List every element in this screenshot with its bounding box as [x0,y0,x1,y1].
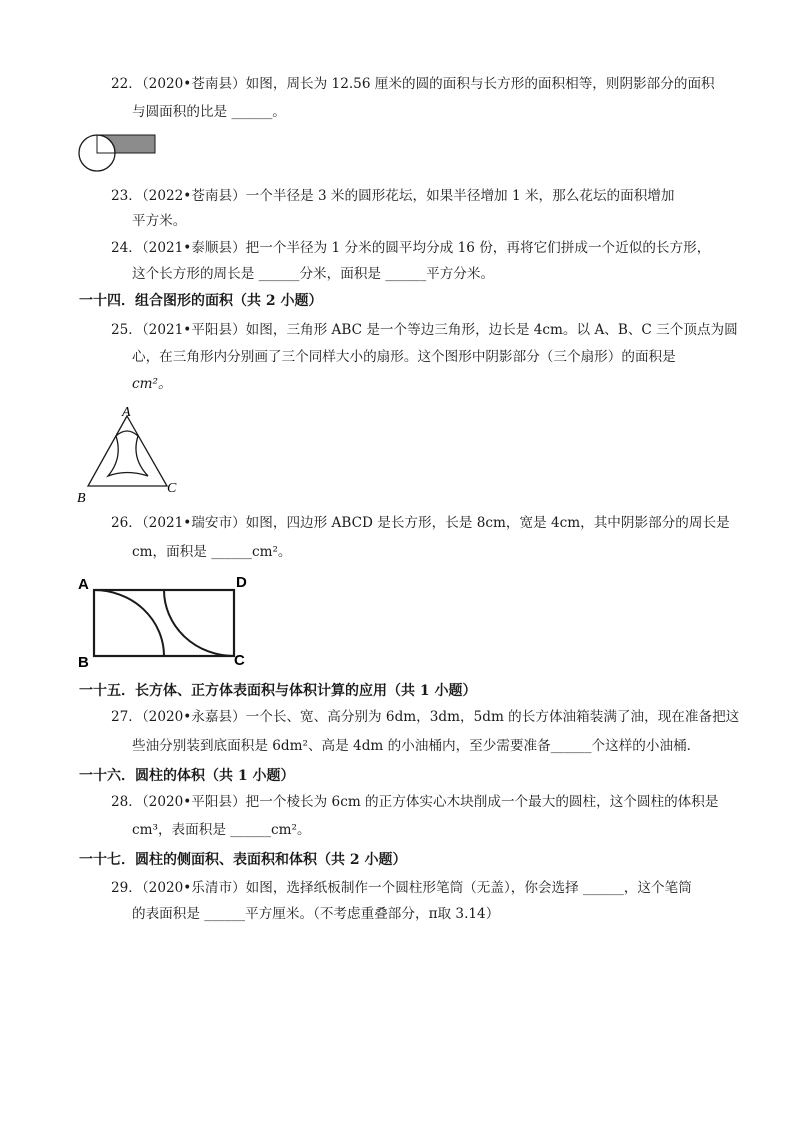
equilateral-triangle [88,416,167,486]
vertex-b-label: B [77,491,86,506]
vertex-c-label: C [167,481,177,496]
q26-line1: 26．（2021•瑞安市）如图，四边形 ABCD 是长方形，长是 8cm，宽是 4cm，其中阴影部分的周长是 [111,515,730,531]
q29-line2: 的表面积是 ______平方厘米。（不考虑重叠部分，π取 3.14） [132,906,500,922]
q22-circle-rectangle-figure [76,132,160,174]
q23-line2: 平方米。 [132,213,187,229]
q27-line2: 些油分别装到底面积是 6dm²、高是 4dm 的小油桶内，至少需要准备______个这样的小油桶． [132,738,701,754]
q23-line1: 23．（2022•苍南县）一个半径是 3 米的圆形花坛，如果半径增加 1 米，那么花坛的面积增加 [111,188,675,204]
corner-c-label: C [234,652,245,669]
corner-a-label: A [78,576,89,593]
q25-line3: cm²。 [132,376,172,392]
q24-line1: 24．（2021•泰顺县）把一个半径为 1 分米的圆平均分成 16 份，再将它们拼成一个近似的长方形， [111,240,711,256]
corner-d-label: D [236,574,247,591]
section-17-heading: 一十七．圆柱的侧面积、表面积和体积（共 2 小题） [79,852,407,868]
corner-b-label: B [78,654,89,671]
section-14-heading: 一十四．组合图形的面积（共 2 小题） [79,293,323,309]
q25-line1: 25．（2021•平阳县）如图，三角形 ABC 是一个等边三角形，边长是 4cm。以 A、B、C 三个顶点为圆 [111,322,738,338]
q24-line2: 这个长方形的周长是 ______分米，面积是 ______平方分米。 [132,266,495,282]
arc-from-d [164,590,234,656]
q29-line1: 29．（2020•乐清市）如图，选择纸板制作一个圆柱形笔筒（无盖），你会选择 ______，这个笔筒 [111,880,692,896]
q27-line1: 27．（2020•永嘉县）一个长、宽、高分别为 6dm，3dm，5dm 的长方体油箱装满了油，现在准备把这 [111,709,740,725]
section-15-heading: 一十五．长方体、正方体表面积与体积计算的应用（共 1 小题） [79,683,477,699]
inner-arcs [108,431,148,476]
section-16-heading: 一十六．圆柱的体积（共 1 小题） [79,768,295,784]
arc-from-b [94,590,164,656]
q28-line2: cm³，表面积是 ______cm²。 [132,822,311,838]
q26-rectangle-figure [74,572,254,672]
q25-triangle-figure [74,402,194,510]
q28-line1: 28．（2020•平阳县）把一个棱长为 6cm 的正方体实心木块削成一个最大的圆柱，这个圆柱的体积是 [111,794,719,810]
q22-line1: 22．（2020•苍南县）如图，周长为 12.56 厘米的圆的面积与长方形的面积相等，则阴影部分的面积 [111,76,715,92]
q26-line2: cm，面积是 ______cm²。 [132,544,292,560]
q25-line2: 心，在三角形内分别画了三个同样大小的扇形。这个图形中阴影部分（三个扇形）的面积是 [132,349,676,365]
q22-line2: 与圆面积的比是 ______。 [132,104,286,120]
vertex-a-label: A [122,405,131,420]
